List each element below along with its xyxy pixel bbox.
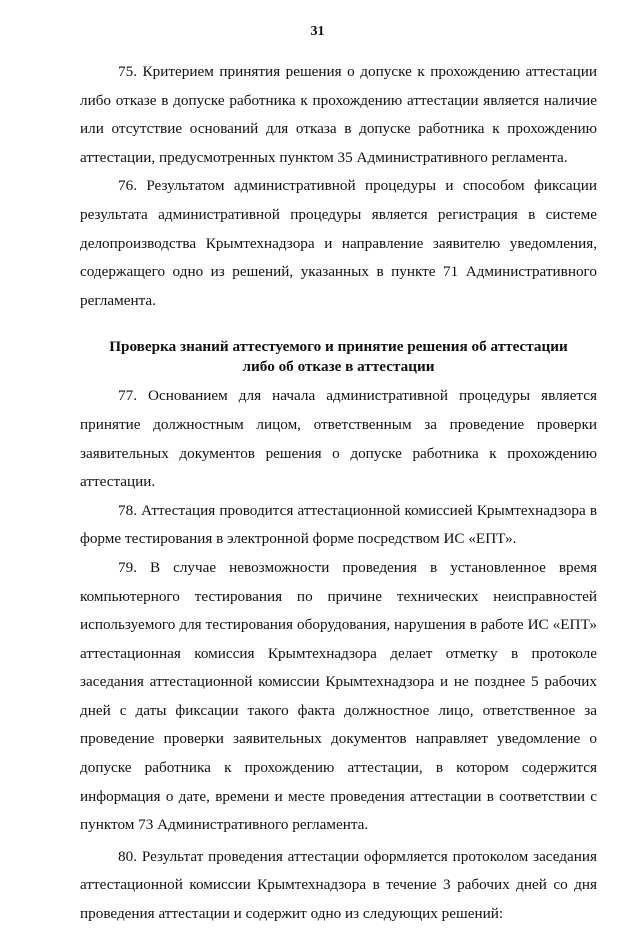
page-number: 31	[310, 24, 325, 39]
paragraph-76: 76. Результатом административной процедуры и способом фиксации результата административной процедуры является регистрация в системе делопроизводства Крымтехнадзора и направление заявителю уведомления, содержащего одно из решений, указанных в пункте 71 Административного регламента.	[80, 177, 597, 309]
paragraph-75: 75. Критерием принятия решения о допуске к прохождению аттестации либо отказе в допуске работника к прохождению аттестации является наличие или отсутствие оснований для отказа в допуске работника к прохождению аттестации, предусмотренных пунктом 35 Административного регламента.	[80, 63, 597, 166]
paragraph-80: 80. Результат проведения аттестации оформляется протоколом заседания аттестационной комиссии Крымтехнадзора в течение 3 рабочих дней со дня проведения аттестации и содержит одно из следующих решений:	[80, 847, 597, 923]
document-body	[80, 58, 597, 929]
section-heading-line-2: либо об отказе в аттестации	[242, 358, 435, 376]
paragraph-77: 77. Основанием для начала административной процедуры является принятие должностным лицом, ответственным за проведение проверки заявительных документов решения о допуске работника к прохождению аттестации.	[80, 387, 597, 491]
section-heading-line-1: Проверка знаний аттестуемого и принятие решения об аттестации	[109, 338, 568, 356]
section-heading	[80, 337, 597, 377]
paragraph-79: 79. В случае невозможности проведения в установленное время компьютерного тестирования по причине технических неисправностей используемого для тестирования оборудования, нарушения в работе ИС «ЕПТ» аттестационная комиссия Крымтехнадзора делает отметку в протоколе заседания аттестационной комиссии Крымтехнадзора и не позднее 5 рабочих дней с даты фиксации такого факта должностное лицо, ответственное за проведение проверки заявительных документов направляет уведомление о допуске работника к прохождению аттестации, в котором содержится информация о дате, времени и месте проведения аттестации в соответствии с пунктом 73 Административного регламента.	[80, 558, 597, 834]
paragraph-78: 78. Аттестация проводится аттестационной комиссией Крымтехнадзора в форме тестирования в электронной форме посредством ИС «ЕПТ».	[80, 501, 597, 548]
